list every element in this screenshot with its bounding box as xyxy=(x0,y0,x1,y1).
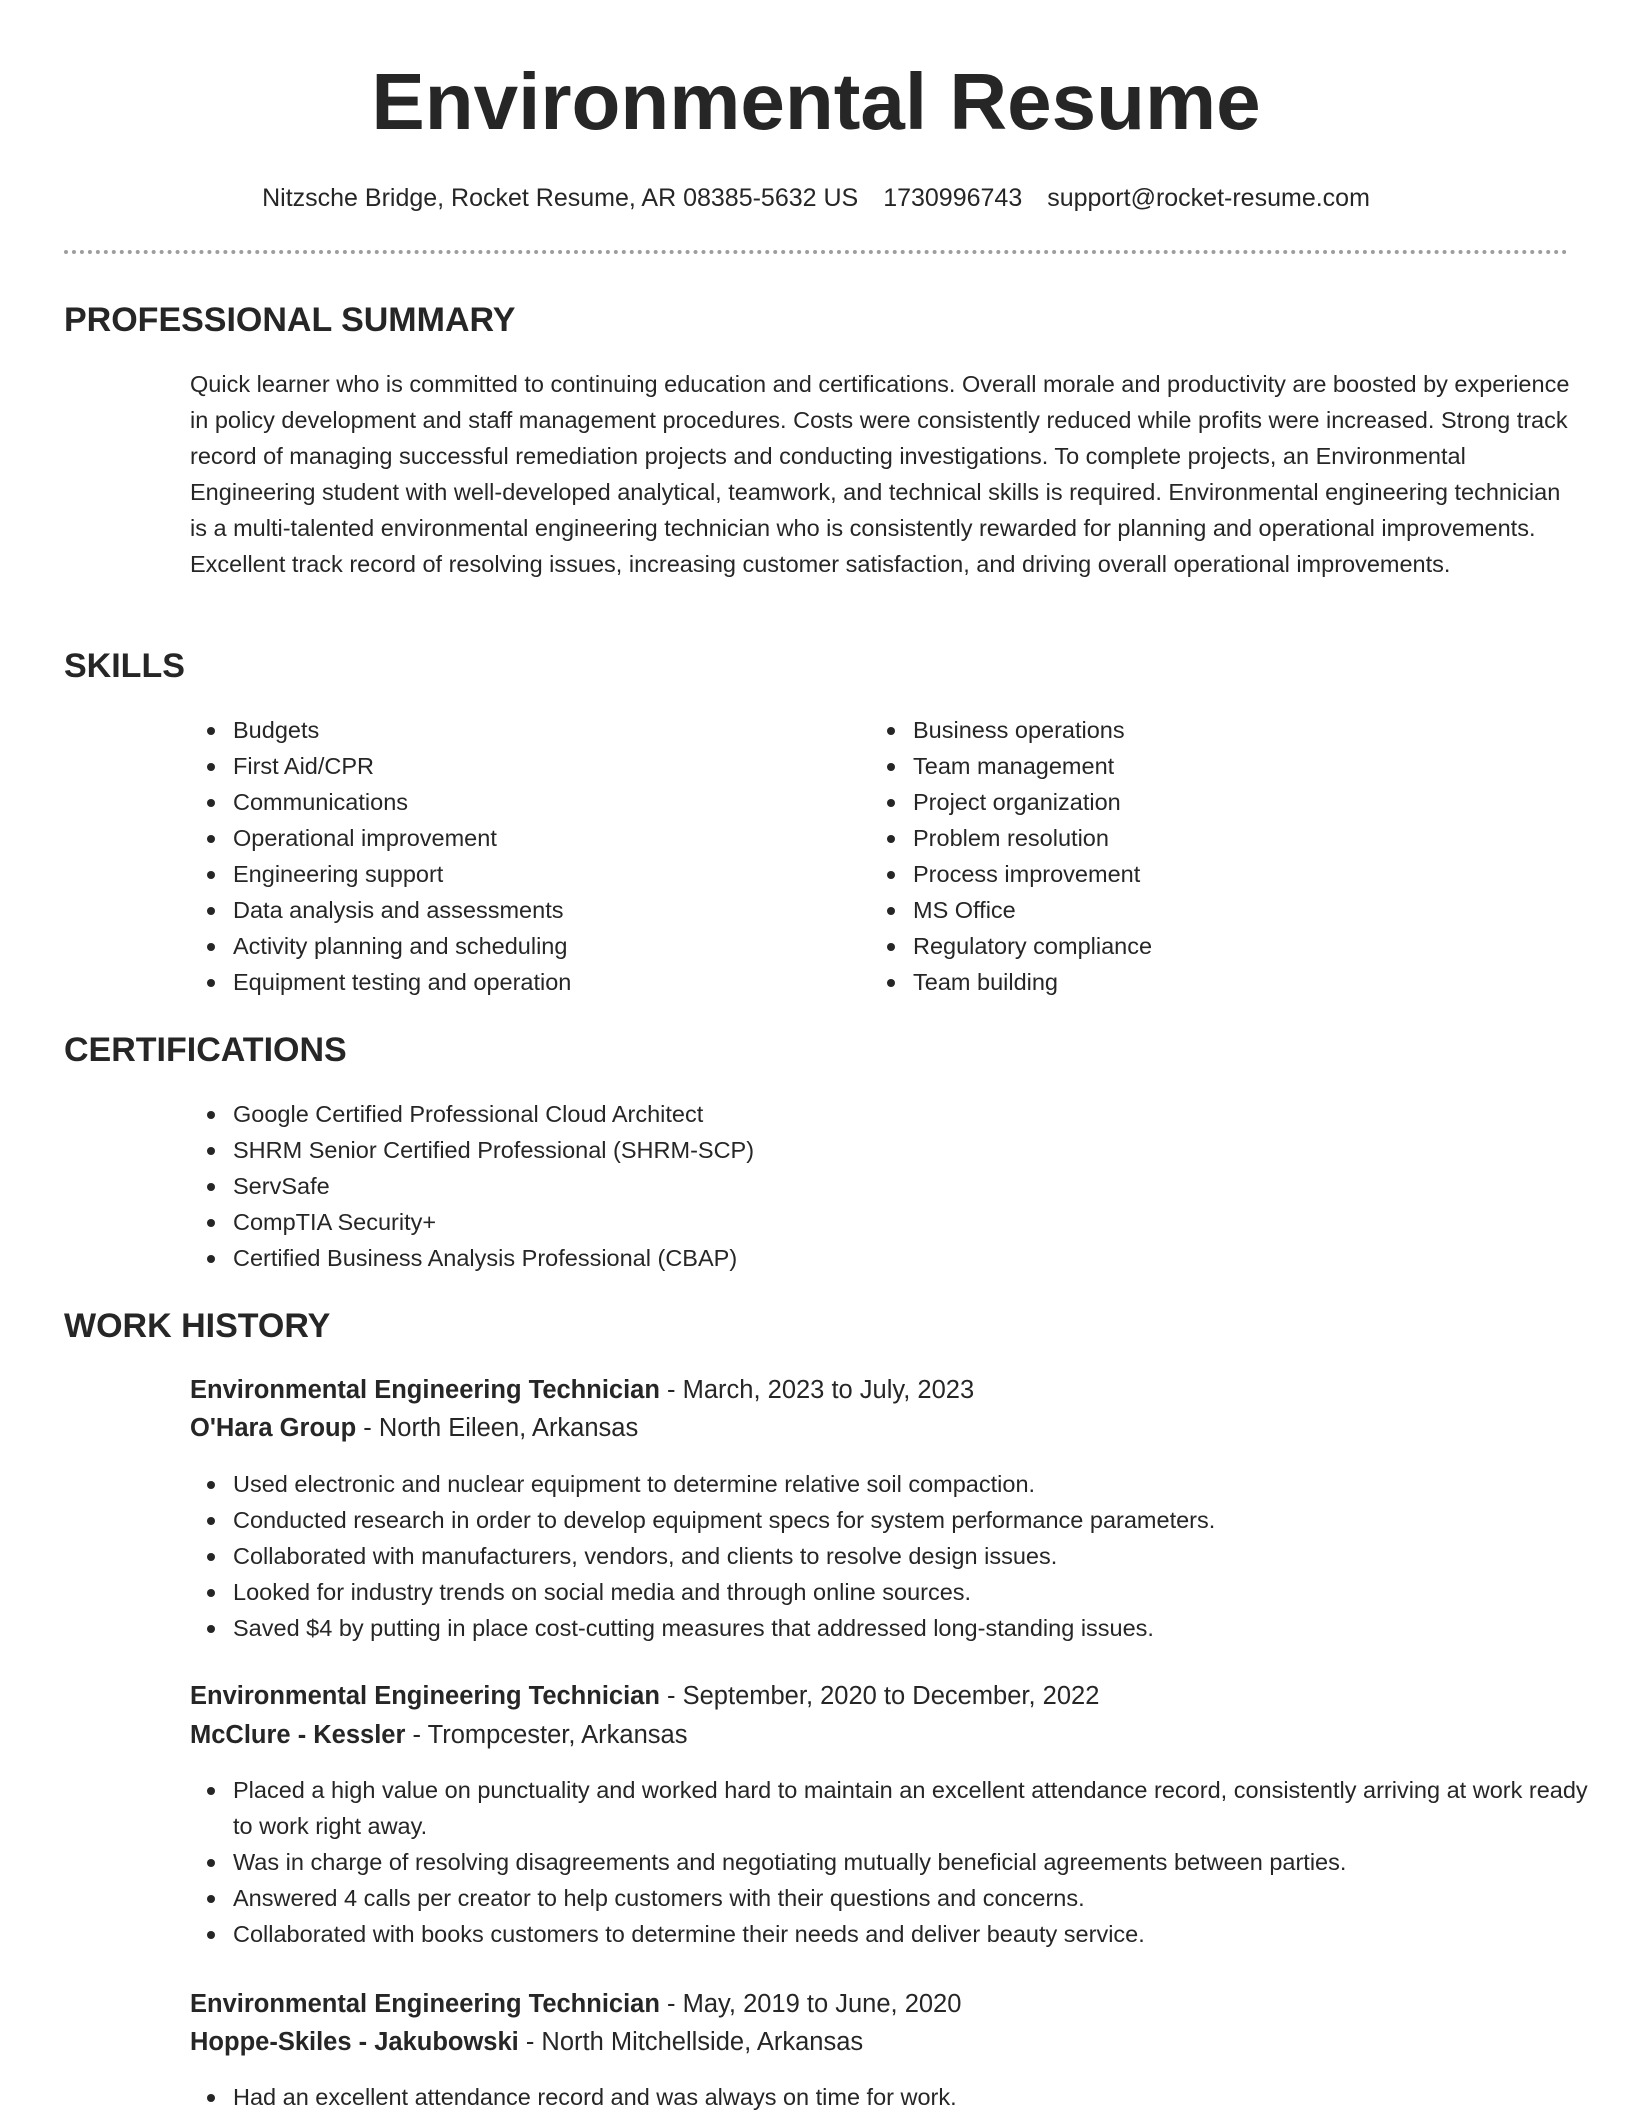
job-bullets xyxy=(190,1466,1613,1646)
job-bullets xyxy=(190,2079,1613,2112)
skill-item: MS Office xyxy=(913,892,1513,928)
skill-item: Equipment testing and operation xyxy=(233,964,833,1000)
job-title-line xyxy=(190,1371,974,1409)
job-bullet: Conducted research in order to develop equipment specs for system performance parameters. xyxy=(233,1502,1613,1538)
contact-address: Nitzsche Bridge, Rocket Resume, AR 08385-5632 US xyxy=(262,184,859,212)
skill-item: Activity planning and scheduling xyxy=(233,928,833,964)
work-history-heading: WORK HISTORY xyxy=(64,1307,331,1345)
job-location: - Trompcester, Arkansas xyxy=(405,1721,688,1749)
job-dates: - March, 2023 to July, 2023 xyxy=(659,1376,975,1404)
job-role: Environmental Engineering Technician xyxy=(190,1682,660,1710)
job-bullet: Answered 4 calls per creator to help customers with their questions and concerns. xyxy=(233,1880,1613,1916)
job-bullet: Placed a high value on punctuality and worked hard to maintain an excellent attendance record, consistently arriving at work ready to work right away. xyxy=(233,1772,1613,1844)
job-bullets xyxy=(190,1772,1613,1952)
certifications-heading: CERTIFICATIONS xyxy=(64,1031,347,1069)
skill-item: Project organization xyxy=(913,784,1513,820)
skill-item: Budgets xyxy=(233,712,833,748)
skill-item: Communications xyxy=(233,784,833,820)
summary-text: Quick learner who is committed to continuing education and certifications. Overall morale and productivity are boosted by experience in policy development and staff management procedures. Costs were consistently reduced while profits were increased. Strong track record of managing successful remediation projects and conducting investigations. To complete projects, an Environmental Engineering student with well-developed analytical, teamwork, and technical skills is required. Environmental engineering technician is a multi-talented environmental engineering technician who is consistently rewarded for planning and operational improvements. Excellent track record of resolving issues, increasing customer satisfaction, and driving overall operational improvements. xyxy=(190,371,1570,577)
job-company-line xyxy=(190,1716,687,1754)
job-role: Environmental Engineering Technician xyxy=(190,1376,660,1404)
job-company: McClure - Kessler xyxy=(190,1721,406,1749)
job-bullet: Collaborated with books customers to determine their needs and deliver beauty service. xyxy=(233,1916,1613,1952)
skill-item: Team building xyxy=(913,964,1513,1000)
contact-email: support@rocket-resume.com xyxy=(1047,184,1370,212)
job-dates: - September, 2020 to December, 2022 xyxy=(659,1682,1100,1710)
job-company-line xyxy=(190,2023,863,2061)
certification-item: Google Certified Professional Cloud Architect xyxy=(233,1096,1533,1132)
summary-heading: PROFESSIONAL SUMMARY xyxy=(64,301,516,339)
job-company: Hoppe-Skiles - Jakubowski xyxy=(190,2028,519,2056)
job-company: O'Hara Group xyxy=(190,1414,357,1442)
certification-item: ServSafe xyxy=(233,1168,1533,1204)
skills-heading: SKILLS xyxy=(64,647,185,685)
certifications-list xyxy=(190,1096,1533,1276)
skills-list-left xyxy=(190,712,833,1000)
job-location: - North Eileen, Arkansas xyxy=(356,1414,639,1442)
job-bullet: Saved $4 by putting in place cost-cutting measures that addressed long-standing issues. xyxy=(233,1610,1613,1646)
job-company-line xyxy=(190,1409,638,1447)
contact-phone: 1730996743 xyxy=(883,184,1023,212)
skill-item: Data analysis and assessments xyxy=(233,892,833,928)
resume-name: Environmental Resume xyxy=(371,57,1261,146)
skill-item: Business operations xyxy=(913,712,1513,748)
certification-item: CompTIA Security+ xyxy=(233,1204,1533,1240)
job-bullet: Looked for industry trends on social media and through online sources. xyxy=(233,1574,1613,1610)
skill-item: Operational improvement xyxy=(233,820,833,856)
skill-item: Problem resolution xyxy=(913,820,1513,856)
skill-item: First Aid/CPR xyxy=(233,748,833,784)
certification-item: SHRM Senior Certified Professional (SHRM-SCP) xyxy=(233,1132,1533,1168)
job-title-line xyxy=(190,1985,961,2023)
job-location: - North Mitchellside, Arkansas xyxy=(518,2028,864,2056)
job-bullet: Had an excellent attendance record and was always on time for work. xyxy=(233,2079,1613,2112)
job-bullet: Was in charge of resolving disagreements and negotiating mutually beneficial agreements between parties. xyxy=(233,1844,1613,1880)
certification-item: Certified Business Analysis Professional (CBAP) xyxy=(233,1240,1533,1276)
job-title-line xyxy=(190,1677,1099,1715)
job-dates: - May, 2019 to June, 2020 xyxy=(659,1990,962,2018)
job-bullet: Collaborated with manufacturers, vendors, and clients to resolve design issues. xyxy=(233,1538,1613,1574)
contact-line xyxy=(0,178,1632,218)
skill-item: Engineering support xyxy=(233,856,833,892)
job-role: Environmental Engineering Technician xyxy=(190,1990,660,2018)
skill-item: Team management xyxy=(913,748,1513,784)
header-divider xyxy=(64,250,1568,254)
skill-item: Regulatory compliance xyxy=(913,928,1513,964)
skill-item: Process improvement xyxy=(913,856,1513,892)
job-bullet: Used electronic and nuclear equipment to determine relative soil compaction. xyxy=(233,1466,1613,1502)
skills-list-right xyxy=(870,712,1513,1000)
